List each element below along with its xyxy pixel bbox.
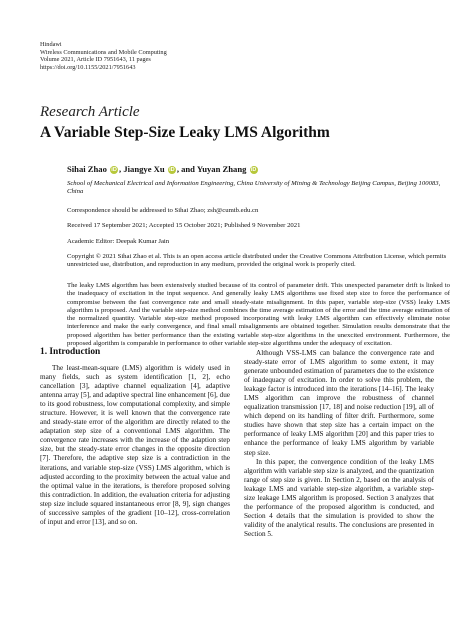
left-column: [40, 364, 230, 527]
orcid-icon[interactable]: iD: [169, 167, 175, 173]
author-list: Sihai Zhao iD , Jiangye Xu iD , and Yuyan Zhang iD: [67, 164, 257, 174]
body-paragraph: The least-mean-square (LMS) algorithm is widely used in many fields, such as system identification [1, 2], echo cancellation [3], adaptive channel equalization [4], adaptive antenna array [5], and adaptive spectral line enhancement [6], due to its good robustness, low computational complexity, and simple structure. However, it is well known that the convergence rate and steady-state error of the algorithm are directly related to the adaptation step size of a conventional LMS algorithm. The convergence rate increases with the increase of the adaption step size, but the steady-state error changes in the opposite direction [7]. Therefore, the adaptive step size is a contradiction in the iterations, and variable step-size (VSS) LMS algorithm, which is adjusted according to the proximity between the actual value and the optimal value in the iterations, is therefore proposed solving this contradiction. In addition, the evaluation criteria for adjusting step size include squared instantaneous error [8, 9], sign changes of successive samples of the gradient [10–12], cross-correlation of input and error [13], and so on.: [40, 364, 230, 526]
author-name: Jiangye Xu: [123, 164, 165, 174]
orcid-icon[interactable]: iD: [111, 167, 117, 173]
section-heading: 1. Introduction: [40, 347, 101, 357]
orcid-icon[interactable]: iD: [250, 167, 257, 173]
author-name: Yuyan Zhang: [196, 164, 247, 174]
copyright-notice: Copyright © 2021 Sihai Zhao et al. This is an open access article distributed under the Creative Commons Attribution License, which permits unrestricted use, distribution, and reproduction in any medium, provided the original work is properly cited.: [67, 253, 447, 269]
publisher-name: Hindawi: [40, 41, 62, 48]
volume-line: Volume 2021, Article ID 7951643, 11 pages: [40, 56, 151, 64]
academic-editor: Academic Editor: Deepak Kumar Jain: [67, 238, 170, 245]
paper-title: A Variable Step-Size Leaky LMS Algorithm: [40, 124, 330, 141]
affiliation: School of Mechanical Electrical and Information Engineering, China University of Mining & Technology Beijing Campus, Beijing 100083, China: [67, 180, 441, 196]
right-column: [244, 349, 434, 539]
journal-header: [40, 41, 167, 71]
doi-link[interactable]: https://doi.org/10.1155/2021/7951643: [40, 63, 136, 71]
body-paragraph: In this paper, the convergence condition of the leaky LMS algorithm with variable step size is analyzed, and the quantization range of step size is given. In Section 2, based on the analysis of leakage LMS and variable step-size algorithm, a variable step-size leakage LMS algorithm is proposed. Section 3 analyzes that the performance of the proposed algorithm is conducted, and Section 4 details that the simulation is provided to show the validity of the analytical results. The conclusions are presented in Section 5.: [244, 457, 434, 538]
abstract: The leaky LMS algorithm has been extensively studied because of its control of parameter drift. This unexpected parameter drift is linked to the inadequacy of excitation in the input sequence. And generally leaky LMS algorithms use fixed step size to force the performance of compromise between the fast convergence rate and small steady-state misalignment. In this paper, variable step-size (VSS) leaky LMS algorithm is proposed. And the variable step-size method combines the time average estimation of the error and the time average estimation of the normalized quantity. Variable step-size method proposed incorporating with leaky LMS algorithm can effectively eliminate noise interference and make the early convergence, and final small misalignments are obtained together. Simulation results demonstrate that the proposed algorithm has better performance than the existing variable step-size algorithms in the unexcited environment. Furthermore, the proposed algorithm is comparable in performance to other variable step-size algorithms under the adequacy of excitation.: [67, 282, 450, 348]
author-separator: , and: [176, 164, 195, 174]
article-type-label: Research Article: [40, 104, 140, 120]
correspondence: Correspondence should be addressed to Sihai Zhao; zsh@cumtb.edu.cn: [67, 207, 259, 214]
body-paragraph: Although VSS-LMS can balance the convergence rate and steady-state error of LMS algorithm to some extent, it may generate unbounded estimation of parameters due to the existence of inadequacy of excitation. In order to solve this problem, the leakage factor is introduced into the iterations [14–16]. The leaky LMS algorithm can improve the robustness of channel equalization transmission [17, 18] and noise reduction [19], all of which depend on its handling of filter drift. Furthermore, some studies have shown that step size has a certain impact on the performance of leaky LMS algorithm [20] and this paper tries to enhance the performance of leaky LMS algorithm by variable step size.: [244, 349, 434, 457]
publication-dates: Received 17 September 2021; Accepted 15 October 2021; Published 9 November 2021: [67, 222, 301, 229]
journal-name: Wireless Communications and Mobile Computing: [40, 48, 167, 56]
author-name: Sihai Zhao: [67, 164, 107, 174]
